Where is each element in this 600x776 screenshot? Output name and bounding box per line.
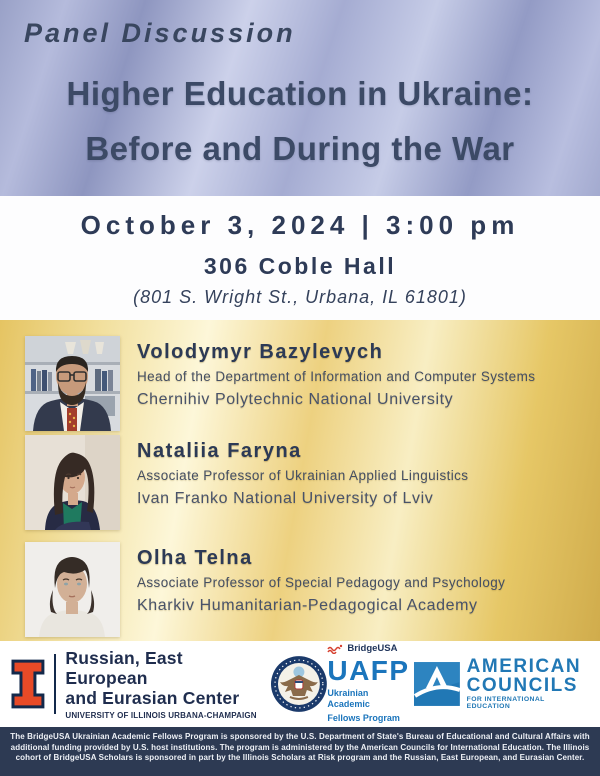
bridgeusa-brand-row	[327, 644, 412, 654]
reeec-text	[65, 648, 269, 720]
speaker-info	[120, 542, 505, 616]
illinois-block-i-icon	[10, 658, 46, 710]
portrait-man-glasses-beard-icon	[25, 336, 120, 431]
speaker-name: Olha Telna	[137, 547, 253, 569]
event-type-label: Panel Discussion	[24, 18, 296, 48]
header-banner	[0, 0, 600, 196]
speaker-row	[25, 542, 600, 637]
reeec-name-line1: Russian, East European	[65, 648, 183, 688]
ac-name-line1: AMERICAN	[466, 656, 582, 678]
uafp-logo	[327, 644, 412, 724]
portrait-woman-long-hair-icon	[25, 435, 120, 530]
speaker-affiliation: Ivan Franko National University of Lviv	[137, 490, 434, 507]
speaker-role: Associate Professor of Ukrainian Applied Linguistics	[137, 468, 469, 483]
portrait-woman-short-hair-icon	[25, 542, 120, 637]
speaker-photo-nataliia-faryna	[25, 435, 120, 530]
us-department-of-state-seal-icon	[270, 655, 328, 713]
event-title-line2: Before and During the War	[85, 130, 515, 167]
sponsorship-fine-print: The BridgeUSA Ukrainian Academic Fellows Program is sponsored by the U.S. Department of State's Bureau of Educational and Cultural Affairs with additional funding provided by U.S. host institutions. The program is administered by the American Councils for International Education. The Illinois cohort of BridgeUSA Scholars is sponsored in part by the Illinois Scholars at Risk program and the Russian, East European, and Eurasian Center.	[0, 727, 600, 776]
logo-divider	[54, 654, 57, 714]
speaker-row	[25, 336, 600, 431]
speaker-name: Nataliia Faryna	[137, 440, 302, 462]
speaker-info	[120, 435, 468, 509]
reeec-logo	[10, 648, 270, 720]
speaker-affiliation: Chernihiv Polytechnic National University	[137, 391, 454, 408]
event-datetime: October 3, 2024 | 3:00 pm	[80, 210, 520, 240]
speaker-row	[25, 435, 600, 530]
speakers-section	[0, 320, 600, 641]
speaker-photo-olha-telna	[25, 542, 120, 637]
uafp-subline2: Fellows Program	[327, 713, 400, 723]
ac-subline: FOR INTERNATIONAL EDUCATION	[466, 696, 545, 710]
reeec-university: UNIVERSITY OF ILLINOIS URBANA-CHAMPAIGN	[65, 711, 257, 720]
event-venue: 306 Coble Hall	[203, 253, 397, 279]
ac-name-line2: COUNCILS	[466, 675, 578, 697]
american-councils-ac-mark-icon	[413, 660, 461, 708]
reeec-name-line2: and Eurasian Center	[65, 688, 240, 708]
speaker-role: Head of the Department of Information and Computer Systems	[137, 369, 536, 384]
event-address: (801 S. Wright St., Urbana, IL 61801)	[133, 287, 467, 307]
speaker-role: Associate Professor of Special Pedagogy and Psychology	[137, 575, 506, 590]
uafp-acronym: UAFP	[327, 655, 410, 686]
bridgeusa-wave-icon	[327, 644, 343, 654]
uafp-subline1: Ukrainian Academic	[327, 688, 370, 709]
american-councils-text	[467, 657, 590, 711]
speaker-info	[120, 336, 535, 410]
speaker-affiliation: Kharkiv Humanitarian-Pedagogical Academy	[137, 597, 478, 614]
event-title	[0, 66, 600, 176]
american-councils-logo	[413, 657, 590, 711]
speaker-name: Volodymyr Bazylevych	[137, 341, 384, 363]
event-title-line1: Higher Education in Ukraine:	[66, 75, 534, 112]
event-details-section	[0, 196, 600, 320]
sponsor-logos-band	[0, 641, 600, 727]
speaker-photo-volodymyr-bazylevych	[25, 336, 120, 431]
bridgeusa-label: BridgeUSA	[347, 643, 398, 655]
